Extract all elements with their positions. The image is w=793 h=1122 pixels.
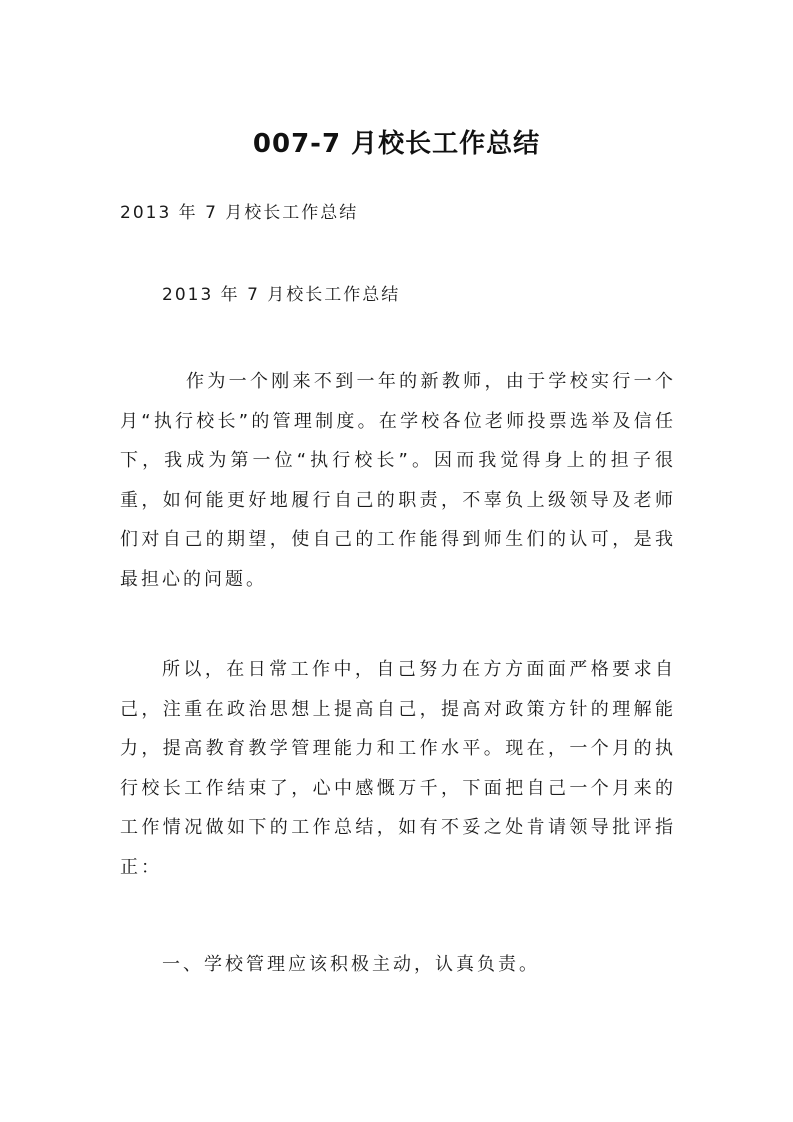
document-subtitle: 2013 年 7 月校长工作总结 — [120, 203, 359, 223]
document-title: 007-7 月校长工作总结 — [252, 129, 541, 159]
section-heading: 一、学校管理应该积极主动，认真负责。 — [162, 954, 540, 975]
body-paragraph-2: 所以，在日常工作中，自己努力在方方面面严格要求自己，注重在政治思想上提高自己，提高对政策方针的理解能力，提高教育教学管理能力和工作水平。现在，一个月的执行校长工作结束了，心中感慨万千，下面把自己一个月来的工作情况做如下的工作总结，如有不妥之处肯请领导批评指正： — [120, 659, 676, 878]
body-paragraph-1: 作为一个刚来不到一年的新教师，由于学校实行一个月“执行校长”的管理制度。在学校各位老师投票选举及信任下，我成为第一位“执行校长”。因而我觉得身上的担子很重，如何能更好地履行自己的职责，不辜负上级领导及老师们对自己的期望，使自己的工作能得到师生们的认可，是我最担心的问题。 — [120, 371, 676, 590]
document-subtitle-repeat: 2013 年 7 月校长工作总结 — [162, 285, 401, 305]
